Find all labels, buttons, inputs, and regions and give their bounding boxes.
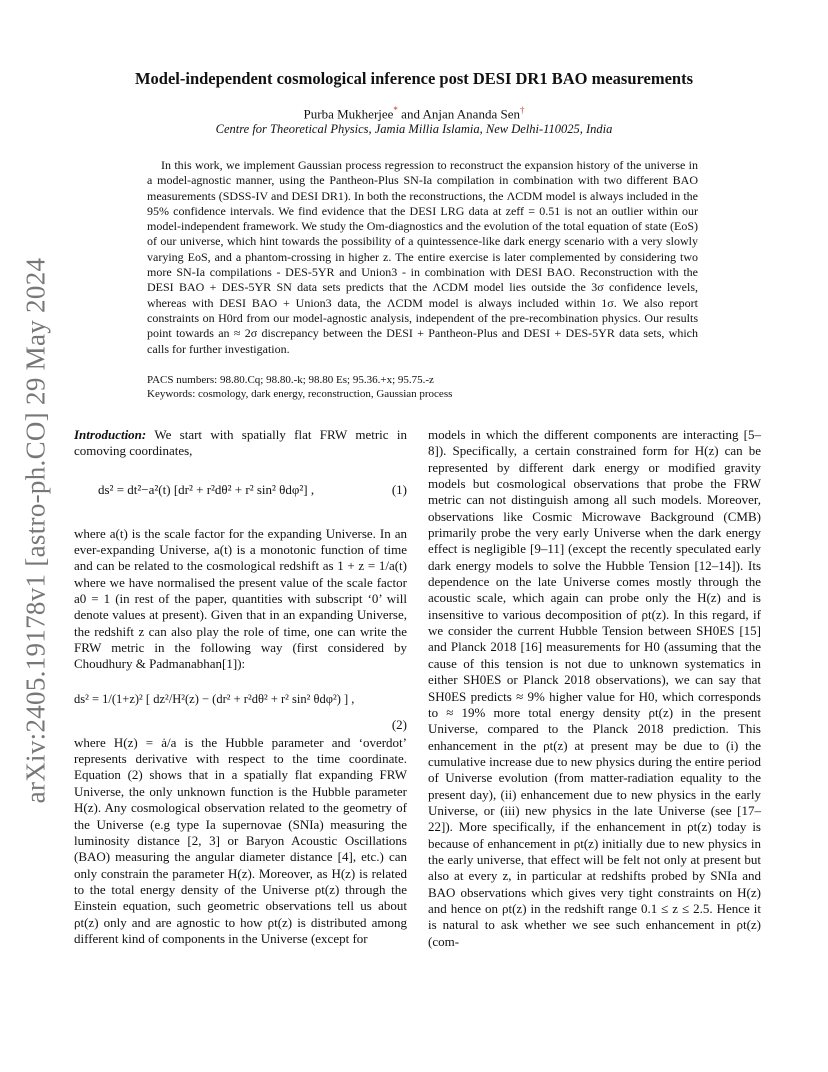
left-column [74, 427, 407, 947]
author-name: Anjan Ananda Sen [422, 106, 520, 122]
arxiv-sidebar-stamp [14, 250, 58, 810]
equation-number: (2) [391, 716, 407, 732]
paper-title: Model-independent cosmological inference post DESI DR1 BAO measurements [134, 69, 694, 88]
abstract: In this work, we implement Gaussian process regression to reconstruct the expansion history of the universe in a model-agnostic manner, using the Pantheon-Plus SN-Ia compilation in combination with two different BAO measurements (SDSS-IV and DESI DR1). In both the reconstructions, the ΛCDM model is always included in the 95% confidence intervals. We find evidence that the DESI LRG data at zeff = 0.51 is not an outlier within our model-independent framework. We study the Om-diagnostics and the evolution of the total equation of state (EoS) of our universe, which hint towards the possibility of a quintessence-like dark energy scenario with a very slowly varying EoS, and a phantom-crossing in higher z. The entire exercise is later complemented by considering two more SN-Ia compilations - DES-5YR and Union3 - in combination with DESI BAO. Reconstruction with the DESI BAO + DES-5YR SN data sets predicts that the ΛCDM model lies outside the 3σ confidence levels, whereas with DESI BAO + Union3 data, the ΛCDM model is always included within 1σ. We also report constraints on H0rd from our model-agnostic analysis, independent of the pre-recombination physics. Our results point towards an ≈ 2σ discrepancy between the DESI + Pantheon-Plus and DESI + DES-5YR data sets, which calls for further investigation. [147, 158, 698, 356]
equation-body: ds² = 1/(1+z)² [ dz²/H²(z) − (dr² + r²dθ² + r² sin² θdφ²) ] , [74, 691, 355, 706]
equation-2 [74, 673, 407, 735]
intro-paragraph [74, 427, 407, 460]
body-paragraph: models in which the different components are interacting [5–8]). Specifically, a certain constrained form for H(z) can be represented by different dark energy or modified gravity models but cosmological observations that probe the FRW metric can not distinguish among all such models. Moreover, observations like Cosmic Microwave Background (CMB) primarily probe the very early Universe when the dark energy effect is negligible [9–11] (except the recently speculated early dark energy models to solve the Hubble Tension [12–14]). Its dependence on the late Universe comes mostly through the acoustic scale, which again can probe only the H(z) and is insensitive to various decomposition of ρt(z). In this regard, if we consider the current Hubble Tension between SH0ES [15] and Planck 2018 [16] measurements for H0 (assuming that the cause of this tension is not due to unknown systematics in either SH0ES or Planck 2018 observations), we can say that SH0ES predicts ≈ 9% higher value for H0, which corresponds to ≈ 19% more total energy density ρt(z) in the present Universe, compared to the Planck 2018 prediction. This enhancement in the ρt(z) at present may be due to (i) the cumulative increase due to new physics during the entire period of Universe evolution (from matter-radiation equality to the present day), (ii) enhancement due to new physics in the early Universe, or (iii) new physics in the late Universe (see [17–22]). More specifically, if the enhancement in ρt(z) today is because of enhancement in ρt(z) initially due to new physics in the early universe, that effect will be felt not only at present but also at every z, in particular at redshifts probed by SNIa and BAO observations which gives very tight constraints on H(z) and hence on ρt(z) in the redshift range 0.1 ≤ z ≤ 2.5. Hence it is natural to ask whether we see such enhancement in ρt(z) (com- [428, 427, 761, 949]
footnote-mark[interactable]: † [519, 105, 525, 115]
body-paragraph: where H(z) = ȧ/a is the Hubble parameter and ‘overdot’ represents derivative with respect to the time coordinate. Equation (2) shows that in a spatially flat expanding FRW Universe, the only unknown function is the Hubble parameter H(z). Any cosmological observation related to the geometry of the Universe (e.g type Ia supernovae (SNIa) measuring the luminosity distance [2, 3] or Baryon Acoustic Oscillations (BAO) measuring the angular diameter distance [4], etc.) can only constrain the parameter H(z). Moreover, as H(z) is related to the total energy density of the Universe ρt(z) through the Einstein equation, such geometric observations tell us about ρt(z) only and are agnostic to how ρt(z) is distributed among different kind of components in the Universe (except for [74, 734, 407, 946]
paragraph-text: We start with spatially flat FRW metric in comoving coordinates, [74, 427, 407, 459]
pacs-numbers: PACS numbers: 98.80.Cq; 98.80.-k; 98.80 Es; 95.36.+x; 95.75.-z [147, 374, 434, 386]
equation-body: ds² = dt²−a²(t) [dr² + r²dθ² + r² sin² θdφ²] , [98, 481, 315, 497]
right-column [428, 427, 761, 950]
author-line [0, 105, 828, 122]
equation-1 [74, 460, 407, 526]
arxiv-identifier: arXiv:2405.19178v1 [astro-ph.CO] 29 May 2024 [20, 257, 51, 803]
body-paragraph: where a(t) is the scale factor for the expanding Universe. In an ever-expanding Universe, a(t) is a monotonic function of time and can be related to the cosmological redshift as 1 + z = 1/a(t) where we have normalised the present value of the scale factor a0 = 1 (in rest of the paper, quantities with subscript ‘0’ will denote values at present). Given that in an expanding Universe, the redshift z can also play the role of time, one can write the FRW metric in the following way (first considered by Choudhury & Padmanabhan[1]): [74, 525, 407, 672]
affiliation: Centre for Theoretical Physics, Jamia Millia Islamia, New Delhi-110025, India [215, 122, 613, 136]
section-heading: Introduction: [74, 427, 147, 442]
keywords: Keywords: cosmology, dark energy, reconstruction, Gaussian process [147, 388, 453, 400]
author-conjunction: and [397, 106, 423, 122]
author-name: Purba Mukherjee [303, 106, 394, 122]
footnote-mark[interactable]: * [393, 105, 398, 115]
equation-number: (1) [391, 481, 407, 497]
